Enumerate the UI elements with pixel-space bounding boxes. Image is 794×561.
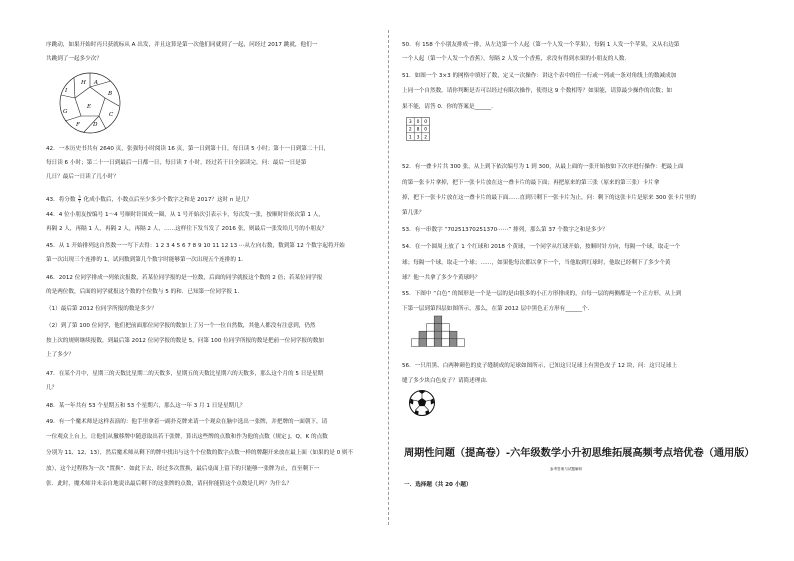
answer-section-title: 周期性问题（提高卷）-六年级数学小升初思维拓展高频考点培优卷（通用版） xyxy=(404,447,755,459)
text-line: 47．在某个月中，星期三的天数比星期二的天数多，星期五的天数比星期六的天数多，那么这个月的 5 日是星期 xyxy=(46,371,324,377)
text-line: 49．有一个魔术师是这样表演的：他手里拿着一副扑克牌来请一个观众在脑中选出一张牌，并把牌的一面朝下，请 xyxy=(46,419,328,425)
staircase-square xyxy=(427,339,435,347)
text-line: 56．一只用黑、白两种颜色的皮子缝制成的足球如图所示，已知这只足球上有黑色皮子 12 块，问：这只足球上 xyxy=(402,363,678,369)
staircase-square xyxy=(457,339,465,347)
text-fragment: 化成小数后，小数点后至少多少个数字之和是 2017？这时 n 是几？ xyxy=(83,197,253,203)
grid-cell: 0 xyxy=(424,127,428,133)
text-line: 一位观众上台上，让他们从撤移牌中随意取出若干张牌，算出这些牌的点数和作为他的点数（规定 J，Q，K 的点数 xyxy=(46,434,328,440)
text-line: 共跳到了一起多少次？ xyxy=(46,56,102,62)
text-line: 50．有 158 个小朋友排成一排，从左边第一个人起（第一个人发一个苹果），每隔 1 人发一个苹果，又从右边第 xyxy=(402,42,680,48)
text-line: 48．某一年共有 53 个星期五和 53 个星期六，那么这一年 3 月 1 日是星期几？ xyxy=(46,403,246,409)
soccer-ball-icon xyxy=(408,389,436,417)
text-line: 分别为 11、12、13），然后魔术师从剩下的牌中找出与这个个位数的数字点数一样的牌翻开来放在最上面（如果的是 0 则不 xyxy=(46,450,354,456)
grid-cell: 2 xyxy=(408,127,412,133)
text-line: 44．4 位小朋友按编号 1～4 号顺时针围成一圈，从 1 号开始次引表示卡，每次发一张，按顺时针依次第 1 人， xyxy=(46,212,324,218)
staircase-square xyxy=(449,339,457,347)
text-line: 张．此时，魔术师并未亲自地说出最后剩下的这张牌的点数，请问你能猜这个点数是几吗？为什么？ xyxy=(46,481,293,487)
text-line: 的第一张卡片拿掉，把下一张卡片放在这一叠卡片的最下面；再把原来的第三张（原来的第三张）卡片拿 xyxy=(402,180,660,186)
text-line: 下第一层到第四层如图所示，那么，在第 2012 层中黑色正方形有______个． xyxy=(402,306,594,312)
grid-cell: 0 xyxy=(416,120,420,125)
text-line: 球；每隔一个球，取走一个球；……，如果他每次都以拿下一个，当他取到红球时，他取已经剩下了多少个黄 xyxy=(402,260,671,266)
text-line: 每日读 6 小时；第二十一日到最后一日都一日，每日读 7 小时，经过若干日全部读完，问：最后一日是第 xyxy=(46,160,307,166)
grid-cell: 0 xyxy=(424,120,428,125)
staircase-square xyxy=(434,324,442,332)
wheel-label-b: B xyxy=(108,91,113,97)
grid-cell: 8 xyxy=(416,127,420,133)
staircase-square xyxy=(434,331,442,339)
wheel-label-i: I xyxy=(65,88,68,94)
text-line: 第一次出现三个连排的 1，试问数到第几个数字时能够第一次出现五个连排的 1． xyxy=(46,257,247,263)
text-line: 放），这个过程称为一次 “置换”．如此下去，经过多次置换，最后桌面上留下的只能够一张牌为止，直至剩下一 xyxy=(46,466,320,472)
wheel-label-h: H xyxy=(81,80,86,86)
text-line: 几日？最后一日读了几小时？ xyxy=(46,174,119,180)
answer-subtitle: 参考答案与试题解析 xyxy=(550,467,583,471)
text-line: 53．有一串数字 “70251370251370⋯⋯” 排列，那么第 37 个数字之和是多少？ xyxy=(402,227,608,233)
text-line: 几？ xyxy=(46,385,58,391)
section-heading: 一．选择题（共 20 小题） xyxy=(404,482,472,488)
wheel-label-c: C xyxy=(109,112,114,118)
nine-point-wheel-figure xyxy=(58,71,122,135)
text-line: 上同一个自然数，请你判断是否可以经过有限次操作，使得这 9 个数相等？如果能，请算最少操作的次数；如 xyxy=(402,88,673,94)
text-line: 42．一本历史书共有 2640 页，张强每小时阅读 16 页，第一日到第十日，每日读 5 小时；第十一日到第二十日， xyxy=(46,146,330,152)
text-line: 序跳动，如果开始时丙只获就标从 A 出发，并且这算是第一次他们同就到了一起，问经过 2017 跳就，他们一 xyxy=(46,42,318,48)
staircase-square xyxy=(434,339,442,347)
staircase-square xyxy=(442,339,450,347)
text-line: 上了多少？ xyxy=(46,352,74,358)
text-line xyxy=(46,195,252,204)
grid-cell: 2 xyxy=(424,135,428,141)
text-line: 52．有一叠卡片共 300 张，从上到下依次编号为 1 到 300，从最上面的一张开始按如下次序进行操作：把最上面 xyxy=(402,164,684,170)
text-line: （2）到了第 100 位同学，他们把前面那位同学报的数加上了另一个一位自然数，其他人都没有注意到，仍然 xyxy=(46,323,316,329)
number-grid-figure xyxy=(406,117,430,141)
text-line: 果不能，请答 0．你的答案是______． xyxy=(402,104,497,110)
text-line: 的是两位数，后面的同学就报这个数的个位数与 5 的和．已知第一位同学报 1． xyxy=(46,289,244,295)
text-line: 55．下图中 “白色” 的图形是一个是一层的是由很多的小正方形排成的，自每一层的两侧都是一个正方形，从上到 xyxy=(402,291,682,297)
staircase-squares-figure xyxy=(408,313,468,349)
text-fragment: 43．将分数 xyxy=(46,197,76,203)
text-line: 54．在一个圆周上放了 1 个红球和 2018 个黄球，一个同学从红球开始，按顺时针方向，每隔一个球，取走一个 xyxy=(402,244,681,250)
staircase-square xyxy=(442,324,450,332)
staircase-square xyxy=(449,331,457,339)
wheel-label-f: F xyxy=(76,122,80,128)
staircase-square xyxy=(411,339,419,347)
grid-cell: 1 xyxy=(408,135,412,141)
staircase-square xyxy=(427,331,435,339)
wheel-label-a: A xyxy=(94,80,99,86)
text-line: 再隔 2 人，再隔 1 人，再隔 2 人，再隔 2 人，……这样往下发当发了 2016 张，则最后一张发给几号的小朋友？ xyxy=(46,226,328,232)
staircase-square xyxy=(427,324,435,332)
staircase-square xyxy=(442,331,450,339)
text-line: （1）最后第 2012 位同学所报的数是多少？ xyxy=(46,306,157,312)
text-line: 46．2012 位同学排成一列依次报数，若某位同学报的是一位数，后面的同学就报这个数的 2 倍；若某位同学报 xyxy=(46,275,323,281)
text-line: 第几张？ xyxy=(402,210,425,216)
grid-cell: 3 xyxy=(408,120,412,125)
grid-cell: 3 xyxy=(416,135,420,141)
staircase-square xyxy=(419,331,427,339)
staircase-square xyxy=(434,316,442,324)
wheel-label-d: D xyxy=(93,122,98,128)
text-line: 一个人起（第一个人发一个香蕉），每隔 2 人发一个香蕉，求没有得到水果的小朋友的人数． xyxy=(402,56,631,62)
wheel-label-g: G xyxy=(63,109,68,115)
text-line: 按上次的规则继续报数，到最后第 2012 位同学报的数是 5，问第 100 位同学所报的数是把前一位同学报的数加 xyxy=(46,338,324,344)
staircase-square xyxy=(419,339,427,347)
text-line: 45．从 1 开始排列这自然数一一写下去得：1 2 3 4 5 6 7 8 9 10 11 12 13 ⋯从左向右数，数到第 12 个数字起将开始 xyxy=(46,243,345,249)
fraction xyxy=(78,195,80,204)
text-line: 缝了多少块白色皮子？请简述理由． xyxy=(402,378,492,384)
text-line: 掉，把下一张卡片放在这一叠卡片的最下面……直到只剩下一张卡片为止，问：剩下的这张卡片是原来 300 张卡片里的 xyxy=(402,195,696,201)
wheel-label-e: E xyxy=(87,104,92,110)
fraction-denominator: 7 xyxy=(78,199,81,204)
fraction-numerator: 3 xyxy=(78,194,81,199)
column-divider xyxy=(388,30,389,525)
text-line: 51．如图一个 3×3 的网格中填好了数，定义一次操作：讲这个表中的任一行或一列或一条对角线上的数减成加 xyxy=(402,73,677,79)
text-line: 球？他一共拿了多少个黄球吗？ xyxy=(402,275,481,281)
